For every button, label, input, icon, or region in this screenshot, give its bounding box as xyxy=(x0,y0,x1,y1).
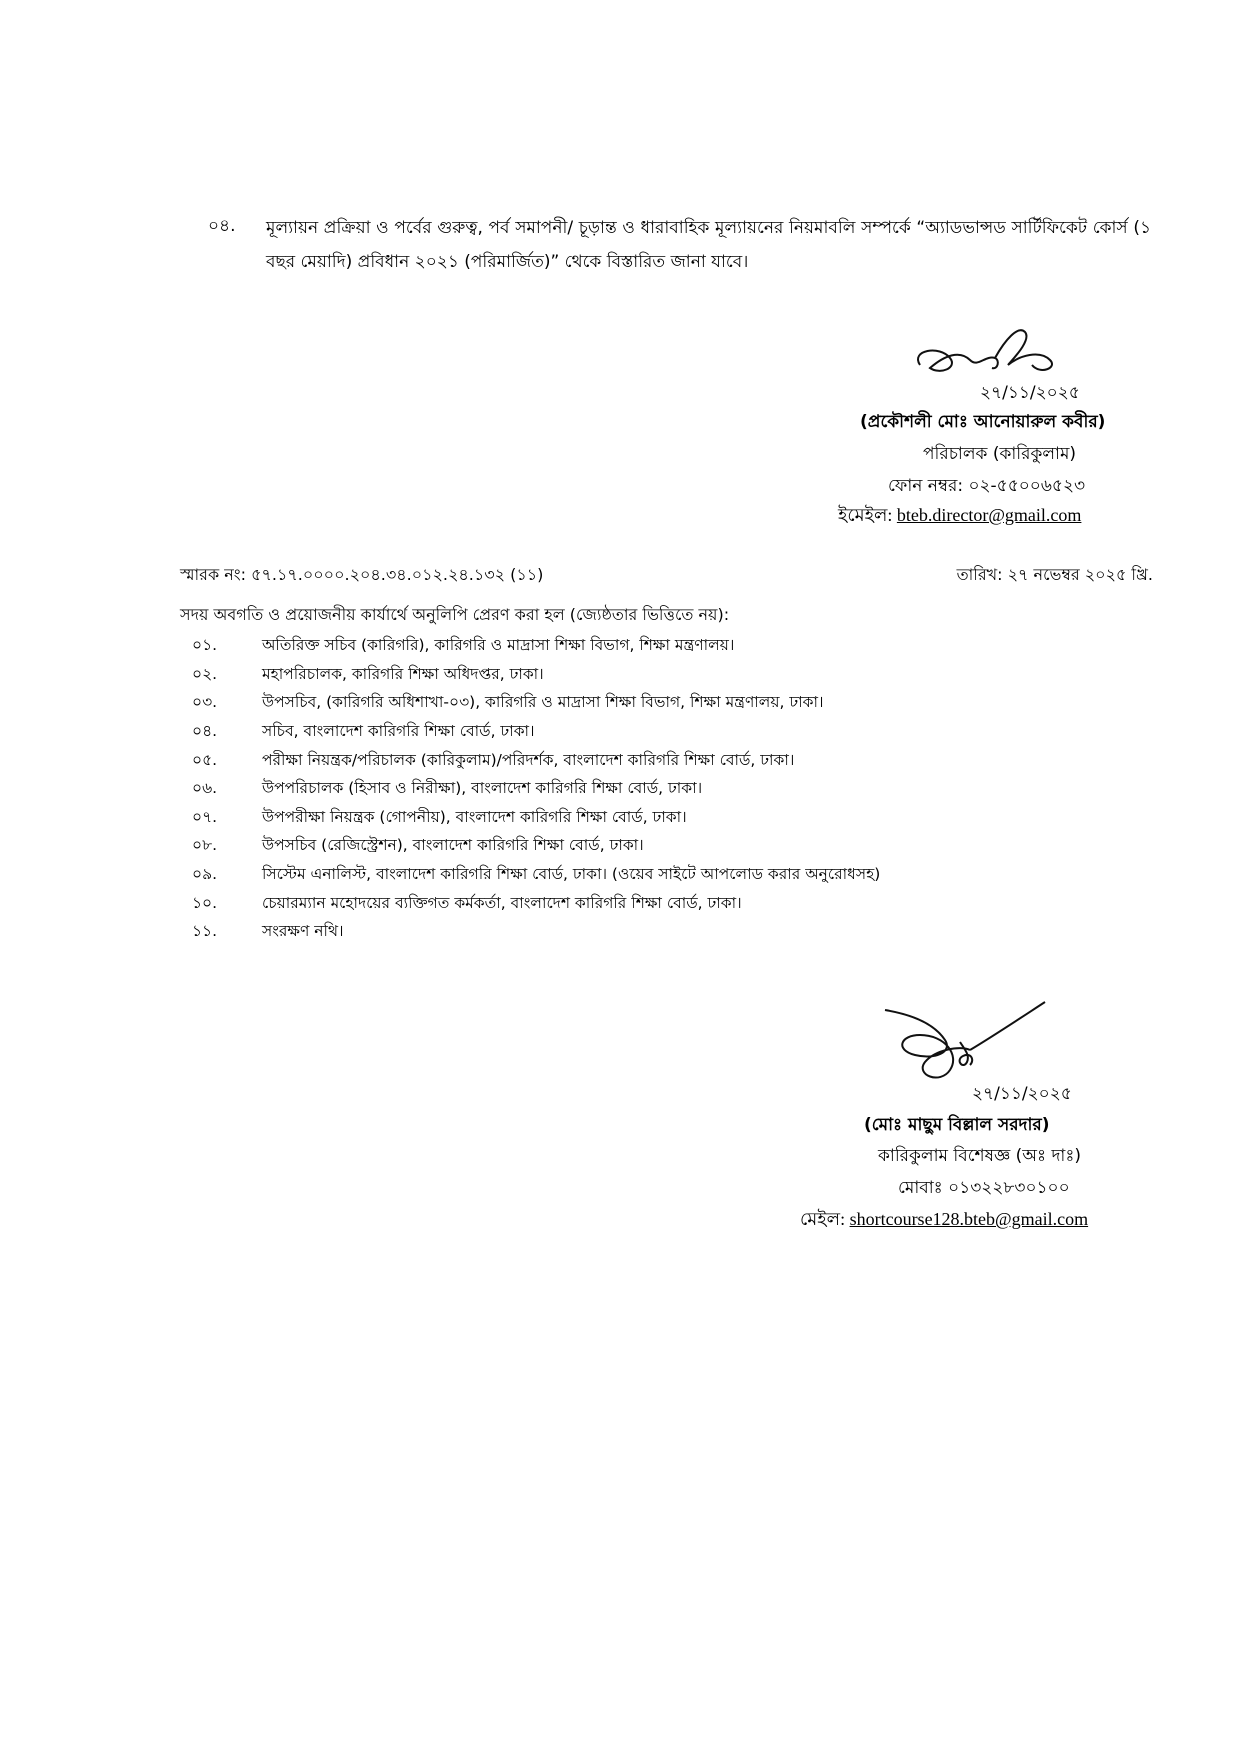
list-item-text: অতিরিক্ত সচিব (কারিগরি), কারিগরি ও মাদ্রাসা শিক্ষা বিভাগ, শিক্ষা মন্ত্রণালয়। xyxy=(262,636,735,655)
email-link[interactable]: bteb.director@gmail.com xyxy=(896,505,1082,525)
list-item-text: উপপরীক্ষা নিয়ন্ত্রক (গোপনীয়), বাংলাদেশ কারিগরি শিক্ষা বোর্ড, ঢাকা। xyxy=(262,807,687,826)
signatory-designation: কারিকুলাম বিশেষজ্ঞ (অঃ দাঃ) xyxy=(878,1146,1082,1166)
list-item-text: উপপরিচালক (হিসাব ও নিরীক্ষা), বাংলাদেশ কারিগরি শিক্ষা বোর্ড, ঢাকা। xyxy=(262,779,703,798)
list-item xyxy=(180,832,1080,861)
signatory-email xyxy=(800,1205,1088,1236)
signature-date: ২৭/১১/২০২৫ xyxy=(980,383,1080,403)
list-item xyxy=(180,804,1080,833)
list-item-number: ০৬. xyxy=(192,779,218,798)
list-item-text: চেয়ারম্যান মহোদয়ের ব্যক্তিগত কর্মকর্তা, বাংলাদেশ কারিগরি শিক্ষা বোর্ড, ঢাকা। xyxy=(262,893,742,912)
signature-date: ২৭/১১/২০২৫ xyxy=(972,1084,1072,1104)
list-item-text: সচিব, বাংলাদেশ কারিগরি শিক্ষা বোর্ড, ঢাকা। xyxy=(262,722,535,741)
list-item-text: উপসচিব (রেজিস্ট্রেশন), বাংলাদেশ কারিগরি শিক্ষা বোর্ড, ঢাকা। xyxy=(262,836,644,855)
list-item xyxy=(180,746,1080,775)
signatory-email xyxy=(838,501,1081,532)
list-item-text: উপসচিব, (কারিগরি অধিশাখা-০৩), কারিগরি ও মাদ্রাসা শিক্ষা বিভাগ, শিক্ষা মন্ত্রণালয়, ঢাকা। xyxy=(262,693,824,712)
list-item-text: পরীক্ষা নিয়ন্ত্রক/পরিচালক (কারিকুলাম)/পরিদর্শক, বাংলাদেশ কারিগরি শিক্ষা বোর্ড, ঢাকা। xyxy=(262,750,795,769)
list-item xyxy=(180,918,1080,947)
signatory-phone: ফোন নম্বর: ০২-৫৫০০৬৫২৩ xyxy=(888,476,1086,496)
signatory-designation: পরিচালক (কারিকুলাম) xyxy=(923,444,1077,464)
memo-reference: স্মারক নং: ৫৭.১৭.০০০০.২০৪.৩৪.০১২.২৪.১৩২ (১১) xyxy=(180,565,544,584)
paragraph-text: মূল্যায়ন প্রক্রিয়া ও পর্বের গুরুত্ব, পর্ব সমাপনী/ চূড়ান্ত ও ধারাবাহিক মূল্যায়নের নিয়মাবলি সম্পর্কে “অ্যাডভান্সড সার্টিফিকেট কোর্স (১ বছর মেয়াদি) প্রবিধান ২০২১ (পরিমার্জিত)” থেকে বিস্তারিত জানা যাবে। xyxy=(266,218,1151,272)
list-item-number: ০২. xyxy=(192,664,218,683)
email-label: ইমেইল: xyxy=(838,505,893,525)
list-item xyxy=(180,861,1080,890)
signatory-name: (মোঃ মাছুম বিল্লাল সরদার) xyxy=(864,1115,1050,1135)
list-item xyxy=(180,632,1080,661)
list-item xyxy=(180,661,1080,690)
paragraph-number: ০৪. xyxy=(208,216,236,236)
list-item-number: ০১. xyxy=(192,636,218,655)
signatory-name: (প্রকৌশলী মোঃ আনোয়ারুল কবীর) xyxy=(860,412,1106,432)
copy-intro: সদয় অবগতি ও প্রয়োজনীয় কার্যার্থে অনুলিপি প্রেরণ করা হল (জ্যেষ্ঠতার ভিত্তিতে নয়): xyxy=(180,605,730,624)
list-item-number: ১১. xyxy=(192,922,218,941)
email-link[interactable]: shortcourse128.bteb@gmail.com xyxy=(849,1209,1089,1229)
list-item-number: ০৯. xyxy=(192,865,218,884)
list-item xyxy=(180,775,1080,804)
list-item-number: ০৫. xyxy=(192,750,218,769)
list-item-text: মহাপরিচালক, কারিগরি শিক্ষা অধিদপ্তর, ঢাকা। xyxy=(262,664,544,683)
list-item xyxy=(180,718,1080,747)
signatory-mobile: মোবাঃ ০১৩২২৮৩০১০০ xyxy=(898,1178,1070,1198)
list-item-text: সিস্টেম এনালিস্ট, বাংলাদেশ কারিগরি শিক্ষা বোর্ড, ঢাকা। (ওয়েব সাইটে আপলোড করার অনুরোধসহ) xyxy=(262,865,881,884)
memo-date: তারিখ: ২৭ নভেম্বর ২০২৫ খ্রি. xyxy=(956,565,1153,584)
list-item-text: সংরক্ষণ নথি। xyxy=(262,922,344,941)
list-item-number: ০৮. xyxy=(192,836,218,855)
copy-list xyxy=(180,632,1080,947)
list-item-number: ১০. xyxy=(192,893,218,912)
list-item-number: ০৩. xyxy=(192,693,218,712)
list-item-number: ০৪. xyxy=(192,722,218,741)
email-label: মেইল: xyxy=(800,1209,846,1229)
list-item xyxy=(180,689,1080,718)
list-item-number: ০৭. xyxy=(192,807,218,826)
list-item xyxy=(180,889,1080,918)
